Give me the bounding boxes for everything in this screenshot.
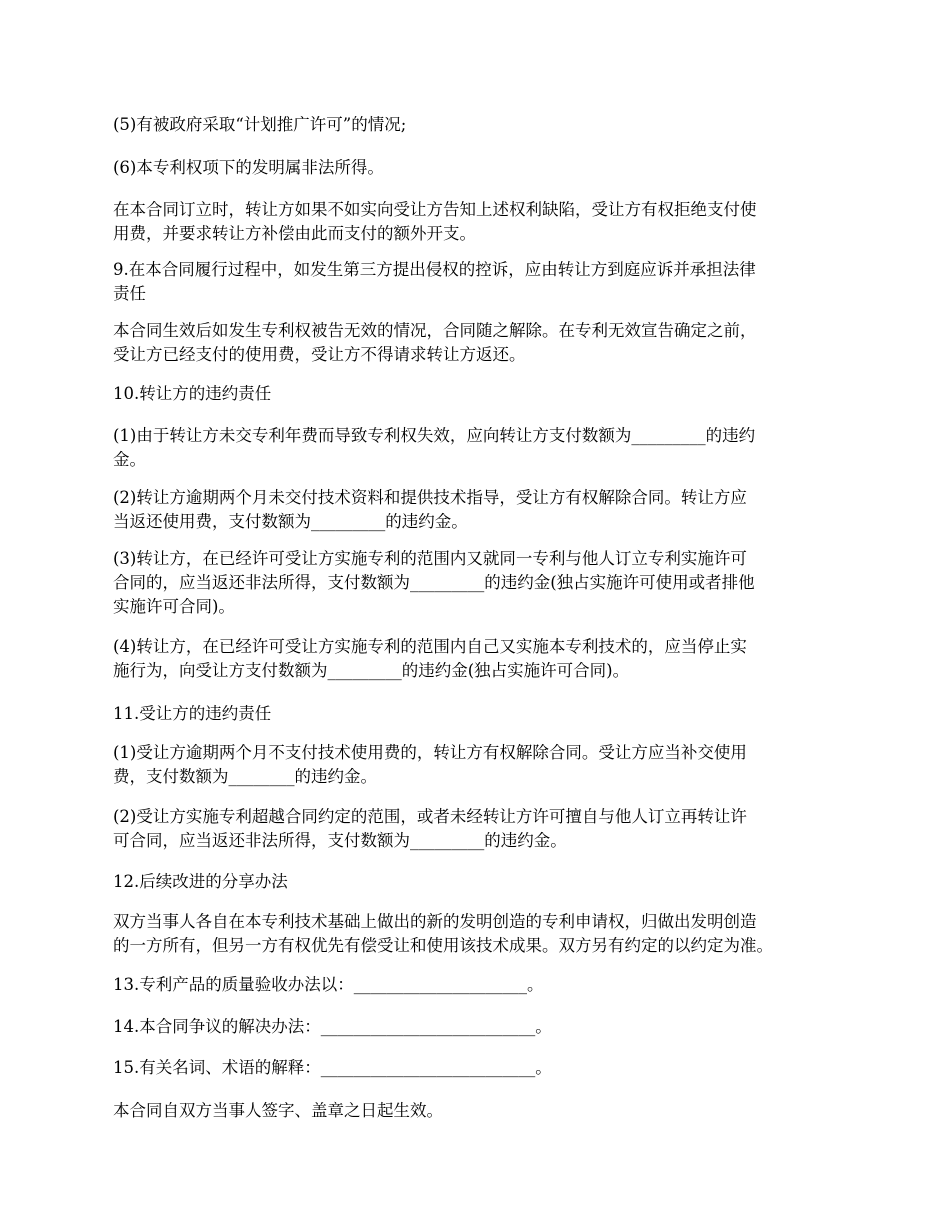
text-line: 14.本合同争议的解决办法：__________________________。 xyxy=(113,1017,552,1036)
paragraph-section-9 xyxy=(113,258,853,306)
text-line: (6)本专利权项下的发明属非法所得。 xyxy=(113,158,384,177)
paragraph-10-3 xyxy=(113,547,853,619)
paragraph-defect-notice xyxy=(113,198,853,246)
text-line: 用费，并要求转让方补偿由此而支付的额外开支。 xyxy=(113,224,476,243)
text-line: 受让方已经支付的使用费，受让方不得请求转让方返还。 xyxy=(113,345,526,364)
text-line: 15.有关名词、术语的解释：__________________________。 xyxy=(113,1058,552,1077)
text-line: (1)受让方逾期两个月不支付技术使用费的，转让方有权解除合同。受让方应当补交使用 xyxy=(113,743,747,762)
paragraph-10-2 xyxy=(113,486,853,534)
paragraph-11-2 xyxy=(113,805,853,853)
text-line: (5)有被政府采取“计划推广许可”的情况; xyxy=(113,115,407,134)
text-line: (1)由于转让方未交专利年费而导致专利权失效，应向转让方支付数额为_________的违约 xyxy=(113,426,756,445)
text-line: 当返还使用费，支付数额为_________的违约金。 xyxy=(113,512,468,531)
section-heading-14 xyxy=(113,1015,853,1039)
section-heading-12 xyxy=(113,870,853,894)
text-line: 本合同自双方当事人签字、盖章之日起生效。 xyxy=(113,1101,443,1120)
paragraph-12-body xyxy=(113,910,853,958)
section-heading-10 xyxy=(113,382,853,406)
text-line: 可合同，应当返还非法所得，支付数额为_________的违约金。 xyxy=(113,831,567,850)
text-line: 10.转让方的违约责任 xyxy=(113,384,272,403)
text-line: 本合同生效后如发生专利权被告无效的情况，合同随之解除。在专利无效宣告确定之前， xyxy=(113,321,757,340)
text-line: 9.在本合同履行过程中，如发生第三方提出侵权的控诉，应由转让方到庭应诉并承担法律 xyxy=(113,260,756,279)
text-line: 责任 xyxy=(113,284,146,303)
paragraph-invalidity xyxy=(113,319,853,367)
text-line: (3)转让方，在已经许可受让方实施专利的范围内又就同一专利与他人订立专利实施许可 xyxy=(113,549,747,568)
paragraph-clause-5 xyxy=(113,113,853,137)
paragraph-10-4 xyxy=(113,635,853,683)
section-heading-11 xyxy=(113,702,853,726)
text-line: 费，支付数额为________的违约金。 xyxy=(113,767,377,786)
text-line: (4)转让方，在已经许可受让方实施专利的范围内自己又实施本专利技术的，应当停止实 xyxy=(113,637,747,656)
text-line: 合同的，应当返还非法所得，支付数额为_________的违约金(独占实施许可使用或者排他 xyxy=(113,573,755,592)
paragraph-effective-date xyxy=(113,1099,853,1123)
text-line: 的一方所有，但另一方有权优先有偿受让和使用该技术成果。双方另有约定的以约定为准。 xyxy=(113,936,773,955)
section-heading-13 xyxy=(113,973,853,997)
text-line: (2)转让方逾期两个月未交付技术资料和提供技术指导，受让方有权解除合同。转让方应 xyxy=(113,488,747,507)
section-heading-15 xyxy=(113,1056,853,1080)
paragraph-10-1 xyxy=(113,424,853,472)
text-line: 施行为，向受让方支付数额为_________的违约金(独占实施许可合同)。 xyxy=(113,661,630,680)
paragraph-clause-6 xyxy=(113,156,853,180)
text-line: 金。 xyxy=(113,450,146,469)
paragraph-11-1 xyxy=(113,741,853,789)
text-line: 双方当事人各自在本专利技术基础上做出的新的发明创造的专利申请权，归做出发明创造 xyxy=(113,912,757,931)
text-line: 实施许可合同)。 xyxy=(113,597,235,616)
text-line: 12.后续改进的分享办法 xyxy=(113,872,288,891)
text-line: 13.专利产品的质量验收办法以：_____________________。 xyxy=(113,975,544,994)
text-line: (2)受让方实施专利超越合同约定的范围，或者未经转让方许可擅自与他人订立再转让许 xyxy=(113,807,747,826)
text-line: 在本合同订立时，转让方如果不如实向受让方告知上述权利缺陷，受让方有权拒绝支付使 xyxy=(113,200,757,219)
text-line: 11.受让方的违约责任 xyxy=(113,704,272,723)
